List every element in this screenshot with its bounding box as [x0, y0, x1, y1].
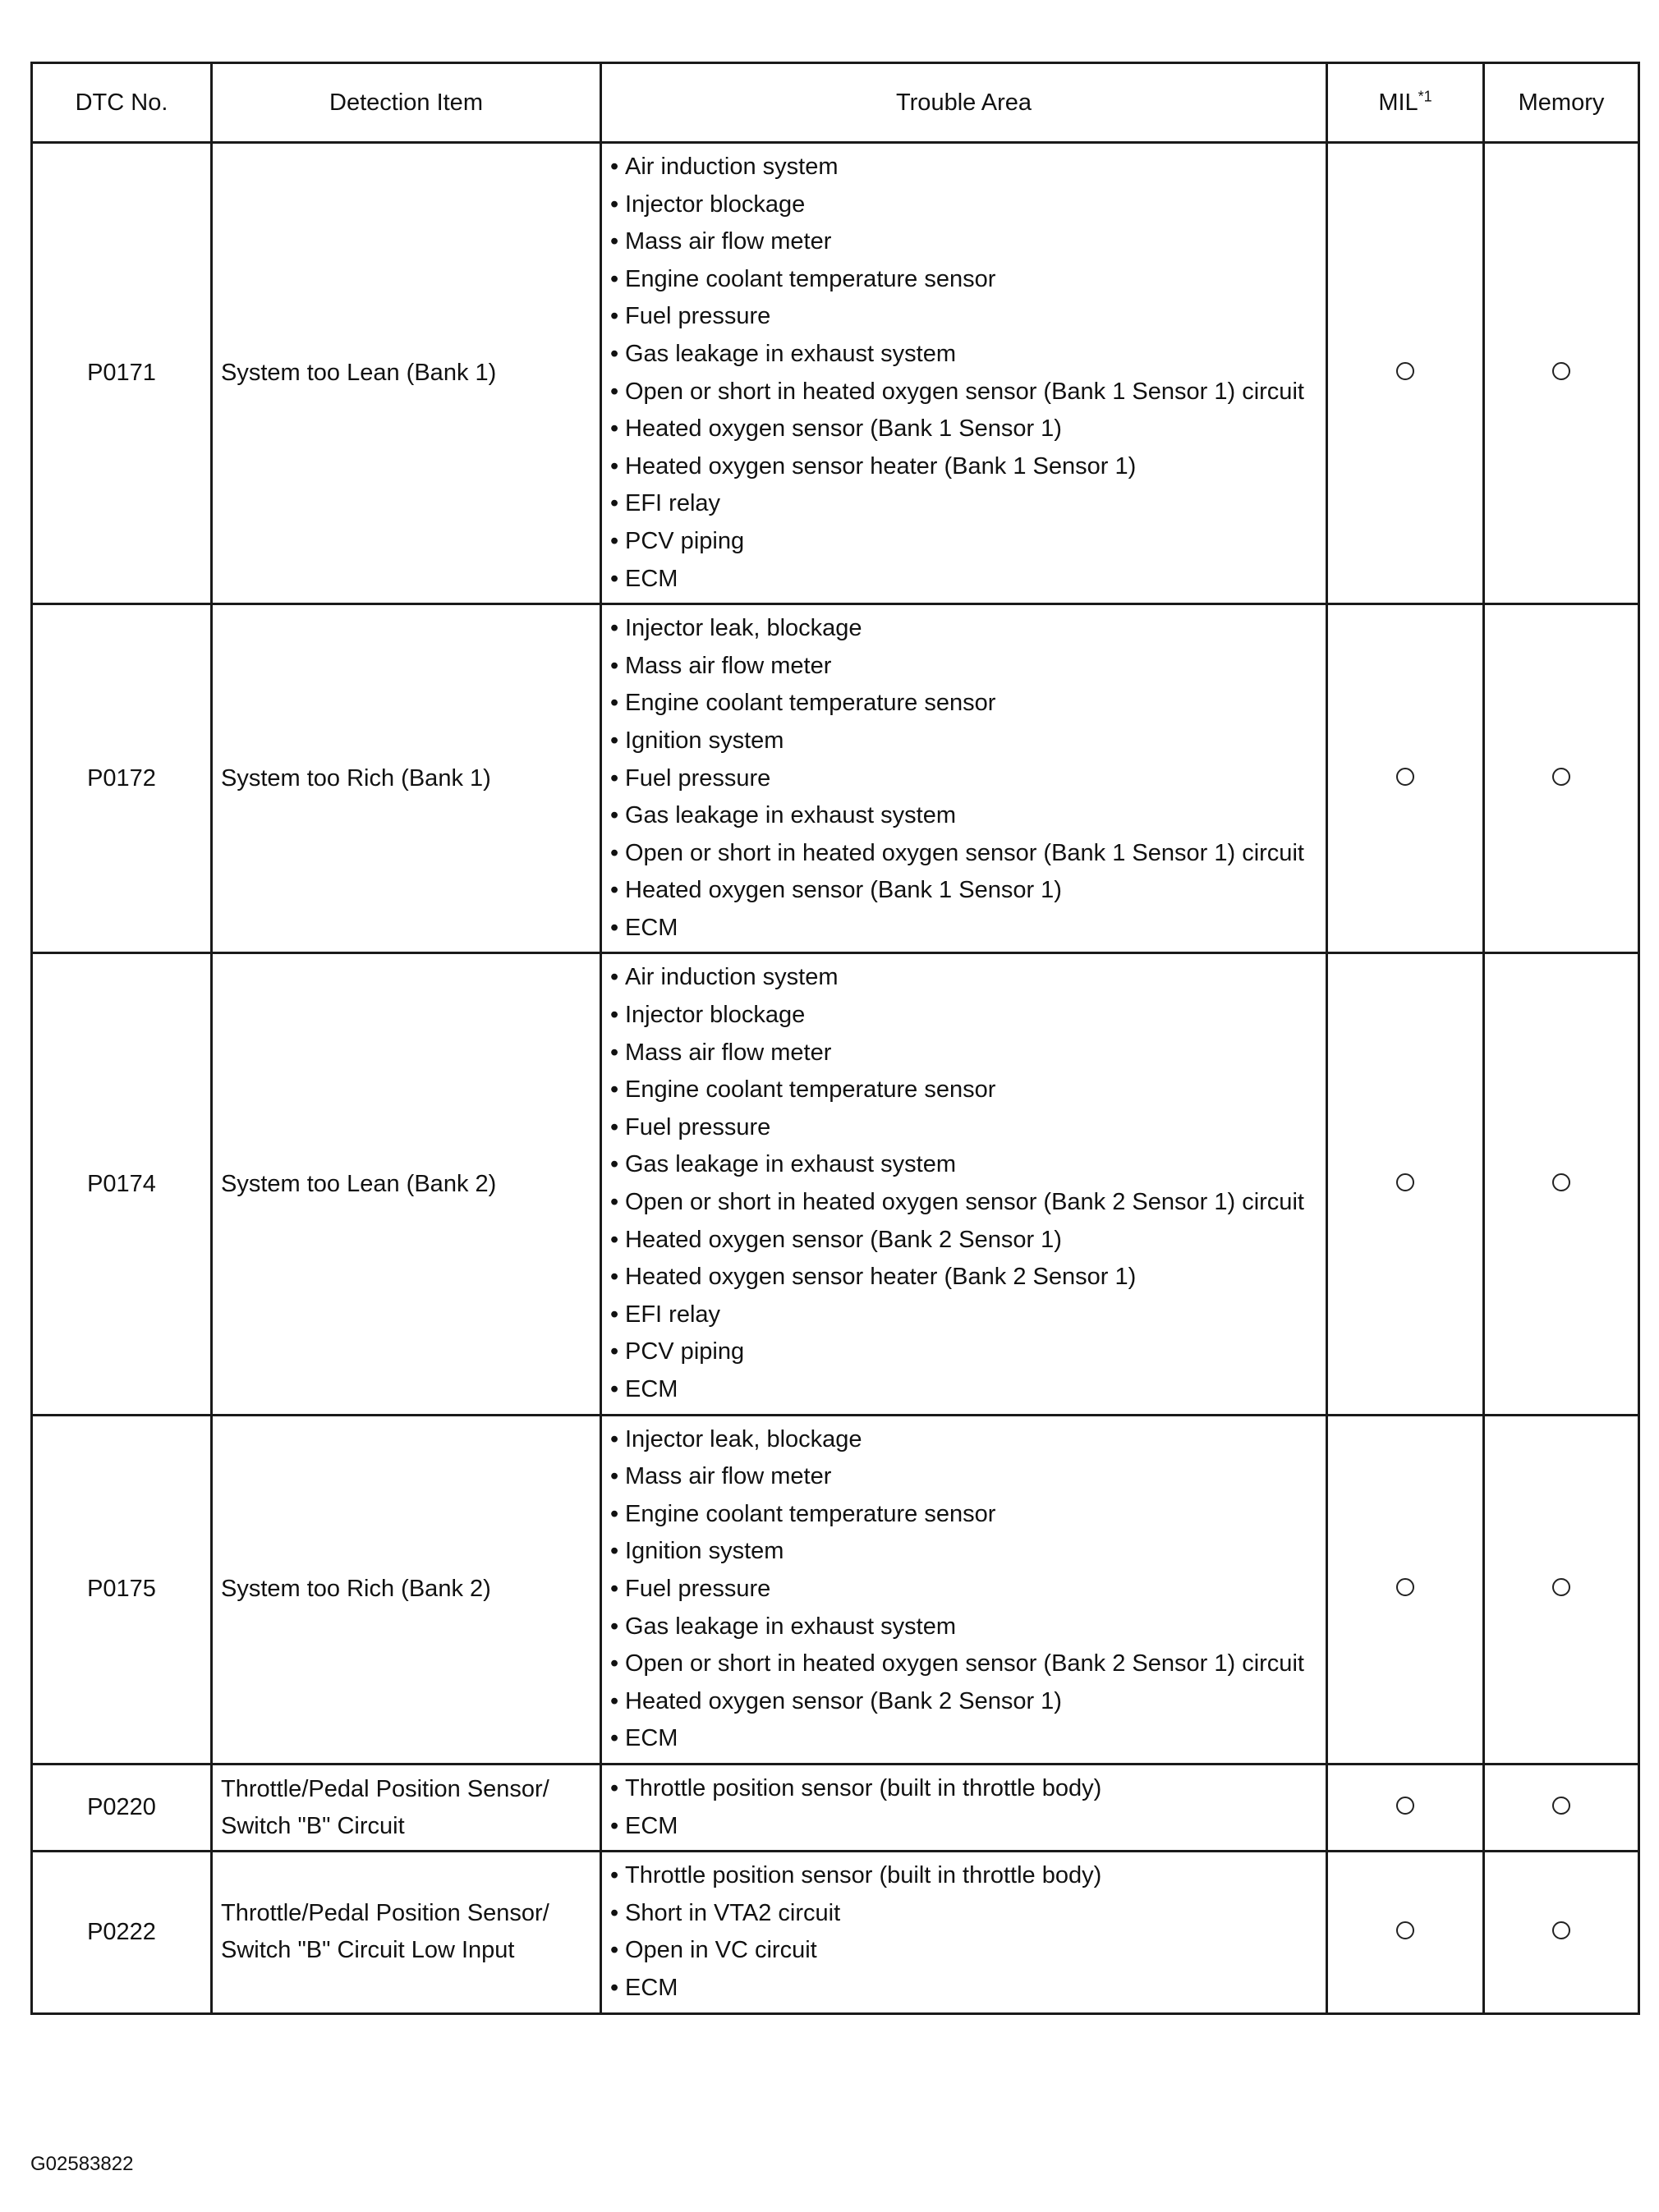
trouble-area-item: • Injector leak, blockage	[610, 610, 1317, 648]
trouble-area-item: • Open or short in heated oxygen sensor (Bank 1 Sensor 1) circuit	[610, 835, 1317, 873]
memory-circle-icon	[1552, 1797, 1570, 1815]
detection-item: System too Rich (Bank 1)	[212, 604, 601, 953]
trouble-area-item: • Heated oxygen sensor (Bank 2 Sensor 1)	[610, 1222, 1317, 1260]
table-header-row	[32, 63, 1639, 143]
trouble-area-list	[610, 1857, 1317, 2007]
trouble-area	[601, 604, 1327, 953]
dtc-table	[30, 62, 1640, 2015]
trouble-area-item: • EFI relay	[610, 1296, 1317, 1334]
trouble-area	[601, 953, 1327, 1415]
memory-circle-icon	[1552, 1578, 1570, 1596]
trouble-area-item: • Mass air flow meter	[610, 648, 1317, 686]
mil-circle-icon	[1396, 1173, 1414, 1191]
trouble-area-item: • Engine coolant temperature sensor	[610, 1496, 1317, 1534]
trouble-area-list	[610, 959, 1317, 1408]
figure-id: G02583822	[30, 2153, 134, 2175]
detection-item: Throttle/Pedal Position Sensor/ Switch "B" Circuit Low Input	[212, 1852, 601, 2013]
header-mil-footnote: *1	[1418, 87, 1432, 104]
detection-item: System too Rich (Bank 2)	[212, 1415, 601, 1764]
dtc-code: P0174	[32, 953, 212, 1415]
detection-item: System too Lean (Bank 2)	[212, 953, 601, 1415]
trouble-area-item: • PCV piping	[610, 1333, 1317, 1371]
trouble-area-item: • Mass air flow meter	[610, 1035, 1317, 1072]
header-detection-item: Detection Item	[212, 63, 601, 143]
trouble-area-item: • Heated oxygen sensor heater (Bank 2 Sensor 1)	[610, 1259, 1317, 1296]
table-row	[32, 604, 1639, 953]
memory-circle-icon	[1552, 768, 1570, 786]
trouble-area-list	[610, 610, 1317, 947]
trouble-area-item: • Fuel pressure	[610, 1571, 1317, 1609]
trouble-area-item: • Heated oxygen sensor (Bank 2 Sensor 1)	[610, 1683, 1317, 1721]
memory-circle-icon	[1552, 1921, 1570, 1939]
memory-circle-icon	[1552, 362, 1570, 380]
dtc-table-container	[30, 62, 1638, 2015]
trouble-area-item: • ECM	[610, 1808, 1317, 1846]
trouble-area-item: • Open or short in heated oxygen sensor (Bank 2 Sensor 1) circuit	[610, 1645, 1317, 1683]
detection-item: Throttle/Pedal Position Sensor/ Switch "B" Circuit	[212, 1764, 601, 1851]
trouble-area-item: • ECM	[610, 1970, 1317, 2008]
trouble-area-item: • ECM	[610, 910, 1317, 948]
trouble-area-item: • Fuel pressure	[610, 298, 1317, 336]
trouble-area-item: • Short in VTA2 circuit	[610, 1895, 1317, 1933]
header-memory: Memory	[1484, 63, 1639, 143]
table-row	[32, 1764, 1639, 1851]
memory-cell	[1484, 1415, 1639, 1764]
memory-cell	[1484, 953, 1639, 1415]
trouble-area-item: • Mass air flow meter	[610, 223, 1317, 261]
mil-circle-icon	[1396, 362, 1414, 380]
trouble-area-item: • Mass air flow meter	[610, 1458, 1317, 1496]
trouble-area-item: • Open or short in heated oxygen sensor (Bank 1 Sensor 1) circuit	[610, 374, 1317, 411]
header-dtc-no: DTC No.	[32, 63, 212, 143]
trouble-area-item: • Fuel pressure	[610, 1109, 1317, 1147]
trouble-area-item: • Throttle position sensor (built in throttle body)	[610, 1857, 1317, 1895]
memory-circle-icon	[1552, 1173, 1570, 1191]
header-trouble-area: Trouble Area	[601, 63, 1327, 143]
trouble-area-item: • ECM	[610, 1720, 1317, 1758]
mil-circle-icon	[1396, 768, 1414, 786]
trouble-area-item: • Air induction system	[610, 959, 1317, 997]
trouble-area-item: • Heated oxygen sensor heater (Bank 1 Sensor 1)	[610, 448, 1317, 486]
trouble-area-item: • Gas leakage in exhaust system	[610, 336, 1317, 374]
dtc-code: P0222	[32, 1852, 212, 2013]
mil-cell	[1327, 1764, 1484, 1851]
trouble-area-item: • Gas leakage in exhaust system	[610, 1609, 1317, 1646]
trouble-area-item: • Open or short in heated oxygen sensor (Bank 2 Sensor 1) circuit	[610, 1184, 1317, 1222]
trouble-area-item: • Air induction system	[610, 149, 1317, 186]
mil-circle-icon	[1396, 1578, 1414, 1596]
dtc-code: P0175	[32, 1415, 212, 1764]
table-row	[32, 953, 1639, 1415]
trouble-area-item: • Ignition system	[610, 1533, 1317, 1571]
mil-circle-icon	[1396, 1797, 1414, 1815]
trouble-area-item: • Ignition system	[610, 723, 1317, 760]
dtc-code: P0172	[32, 604, 212, 953]
trouble-area-list	[610, 1421, 1317, 1758]
mil-cell	[1327, 1415, 1484, 1764]
memory-cell	[1484, 1852, 1639, 2013]
trouble-area-item: • ECM	[610, 561, 1317, 599]
trouble-area-item: • Throttle position sensor (built in throttle body)	[610, 1770, 1317, 1808]
trouble-area-item: • Injector leak, blockage	[610, 1421, 1317, 1459]
table-body	[32, 143, 1639, 2014]
trouble-area-list	[610, 1770, 1317, 1845]
trouble-area-item: • Gas leakage in exhaust system	[610, 1146, 1317, 1184]
trouble-area-item: • Open in VC circuit	[610, 1932, 1317, 1970]
trouble-area	[601, 1415, 1327, 1764]
mil-cell	[1327, 953, 1484, 1415]
detection-item: System too Lean (Bank 1)	[212, 143, 601, 604]
memory-cell	[1484, 604, 1639, 953]
table-row	[32, 1852, 1639, 2013]
trouble-area-item: • Fuel pressure	[610, 760, 1317, 798]
trouble-area	[601, 143, 1327, 604]
dtc-code: P0171	[32, 143, 212, 604]
trouble-area-item: • Engine coolant temperature sensor	[610, 261, 1317, 299]
trouble-area-item: • Engine coolant temperature sensor	[610, 685, 1317, 723]
trouble-area-list	[610, 149, 1317, 598]
trouble-area-item: • ECM	[610, 1371, 1317, 1409]
trouble-area-item: • Engine coolant temperature sensor	[610, 1072, 1317, 1109]
header-mil-label: MIL	[1378, 89, 1418, 116]
trouble-area	[601, 1852, 1327, 2013]
mil-circle-icon	[1396, 1921, 1414, 1939]
mil-cell	[1327, 1852, 1484, 2013]
trouble-area	[601, 1764, 1327, 1851]
table-row	[32, 143, 1639, 604]
trouble-area-item: • Gas leakage in exhaust system	[610, 797, 1317, 835]
memory-cell	[1484, 143, 1639, 604]
trouble-area-item: • Heated oxygen sensor (Bank 1 Sensor 1)	[610, 872, 1317, 910]
mil-cell	[1327, 143, 1484, 604]
trouble-area-item: • Injector blockage	[610, 186, 1317, 224]
trouble-area-item: • Injector blockage	[610, 997, 1317, 1035]
mil-cell	[1327, 604, 1484, 953]
table-row	[32, 1415, 1639, 1764]
memory-cell	[1484, 1764, 1639, 1851]
trouble-area-item: • EFI relay	[610, 485, 1317, 523]
trouble-area-item: • Heated oxygen sensor (Bank 1 Sensor 1)	[610, 411, 1317, 448]
dtc-code: P0220	[32, 1764, 212, 1851]
header-mil	[1327, 63, 1484, 143]
trouble-area-item: • PCV piping	[610, 523, 1317, 561]
